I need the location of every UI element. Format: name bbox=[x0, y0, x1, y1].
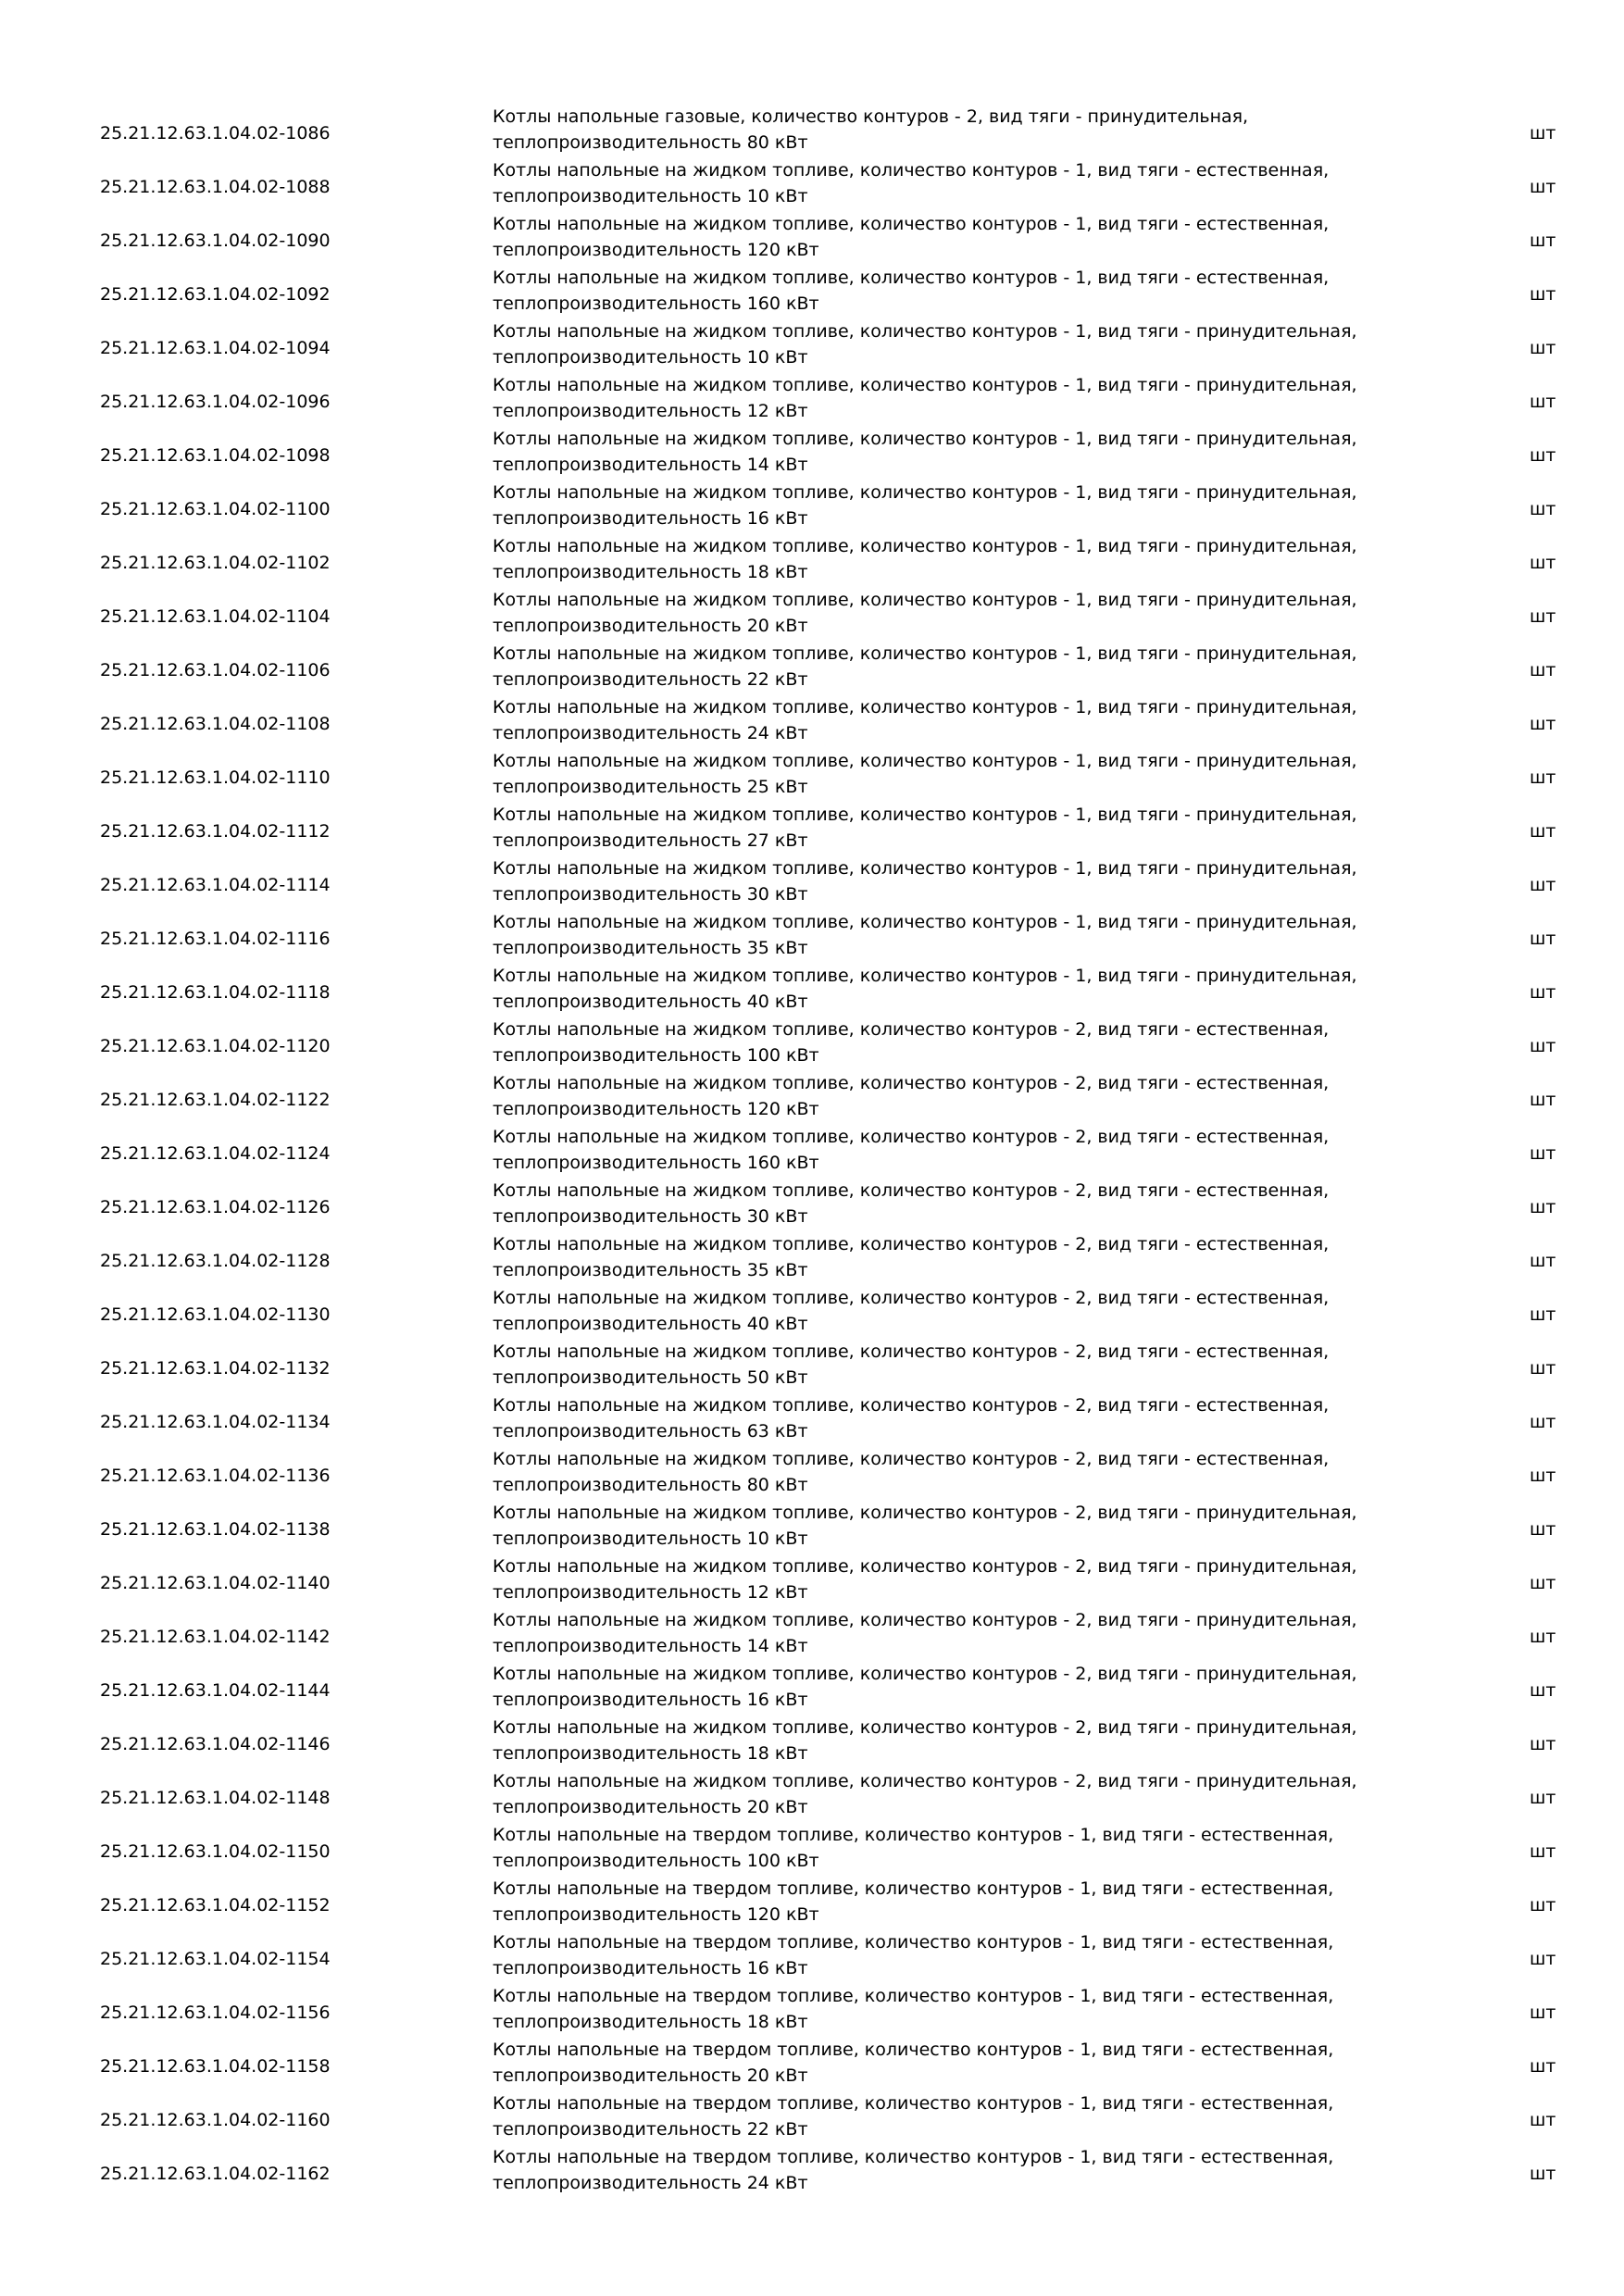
table-row bbox=[0, 855, 1624, 909]
description-line: Котлы напольные на жидком топливе, количество контуров - 2, вид тяги - естественная, bbox=[493, 1395, 1330, 1416]
description-line: Котлы напольные на жидком топливе, количество контуров - 2, вид тяги - естественная, bbox=[493, 1073, 1330, 1093]
resource-description bbox=[493, 318, 1511, 370]
description-line: теплопроизводительность 120 кВт bbox=[493, 1099, 819, 1119]
description-line: теплопроизводительность 16 кВт bbox=[493, 508, 808, 529]
description-line: Котлы напольные на жидком топливе, количество контуров - 1, вид тяги - естественная, bbox=[493, 160, 1330, 181]
description-line: Котлы напольные на жидком топливе, количество контуров - 1, вид тяги - принудительная, bbox=[493, 643, 1357, 664]
resource-description bbox=[493, 694, 1511, 746]
description-line: теплопроизводительность 30 кВт bbox=[493, 884, 808, 905]
resource-code: 25.21.12.63.1.04.02-1140 bbox=[100, 1573, 331, 1593]
description-line: теплопроизводительность 160 кВт bbox=[493, 1153, 819, 1173]
description-line: Котлы напольные на жидком топливе, количество контуров - 2, вид тяги - естественная, bbox=[493, 1180, 1330, 1201]
description-line: теплопроизводительность 10 кВт bbox=[493, 1529, 808, 1549]
unit-of-measure: шт bbox=[1530, 821, 1556, 842]
resource-code: 25.21.12.63.1.04.02-1108 bbox=[100, 714, 331, 734]
resource-description bbox=[493, 480, 1511, 531]
resource-description bbox=[493, 1661, 1511, 1713]
resource-description bbox=[493, 1285, 1511, 1337]
description-line: теплопроизводительность 18 кВт bbox=[493, 562, 808, 582]
table-row bbox=[0, 1285, 1624, 1339]
description-line: Котлы напольные на твердом топливе, количество контуров - 1, вид тяги - естественная, bbox=[493, 1932, 1334, 1953]
unit-of-measure: шт bbox=[1530, 445, 1556, 466]
resource-description bbox=[493, 104, 1511, 156]
resource-code: 25.21.12.63.1.04.02-1094 bbox=[100, 338, 331, 358]
table-row bbox=[0, 748, 1624, 802]
unit-of-measure: шт bbox=[1530, 875, 1556, 895]
resource-code: 25.21.12.63.1.04.02-1122 bbox=[100, 1090, 331, 1110]
description-line: Котлы напольные на жидком топливе, количество контуров - 2, вид тяги - принудительная, bbox=[493, 1664, 1357, 1684]
description-line: Котлы напольные на жидком топливе, количество контуров - 1, вид тяги - принудительная, bbox=[493, 858, 1357, 879]
resource-code: 25.21.12.63.1.04.02-1132 bbox=[100, 1358, 331, 1379]
description-line: Котлы напольные на жидком топливе, количество контуров - 2, вид тяги - естественная, bbox=[493, 1127, 1330, 1147]
table-row bbox=[0, 157, 1624, 211]
description-line: Котлы напольные на жидком топливе, количество контуров - 1, вид тяги - принудительная, bbox=[493, 429, 1357, 449]
unit-of-measure: шт bbox=[1530, 1143, 1556, 1164]
resource-code: 25.21.12.63.1.04.02-1088 bbox=[100, 177, 331, 197]
description-line: теплопроизводительность 16 кВт bbox=[493, 1690, 808, 1710]
table-row bbox=[0, 480, 1624, 533]
table-row bbox=[0, 1876, 1624, 1929]
resource-code: 25.21.12.63.1.04.02-1120 bbox=[100, 1036, 331, 1056]
description-line: теплопроизводительность 80 кВт bbox=[493, 1475, 808, 1495]
resource-description bbox=[493, 533, 1511, 585]
table-row bbox=[0, 1392, 1624, 1446]
description-line: теплопроизводительность 40 кВт bbox=[493, 992, 808, 1012]
description-line: Котлы напольные на жидком топливе, количество контуров - 1, вид тяги - принудительная, bbox=[493, 590, 1357, 610]
resource-description bbox=[493, 1554, 1511, 1605]
table-row bbox=[0, 1124, 1624, 1178]
resource-code: 25.21.12.63.1.04.02-1148 bbox=[100, 1788, 331, 1808]
resource-code: 25.21.12.63.1.04.02-1150 bbox=[100, 1841, 331, 1862]
resource-description bbox=[493, 909, 1511, 961]
table-row bbox=[0, 1231, 1624, 1285]
table-row bbox=[0, 426, 1624, 480]
description-line: Котлы напольные на жидком топливе, количество контуров - 1, вид тяги - принудительная, bbox=[493, 966, 1357, 986]
resource-code: 25.21.12.63.1.04.02-1106 bbox=[100, 660, 331, 680]
table-row bbox=[0, 1017, 1624, 1070]
resource-code: 25.21.12.63.1.04.02-1152 bbox=[100, 1895, 331, 1915]
resource-code: 25.21.12.63.1.04.02-1102 bbox=[100, 553, 331, 573]
description-line: теплопроизводительность 100 кВт bbox=[493, 1851, 819, 1871]
resource-code: 25.21.12.63.1.04.02-1156 bbox=[100, 2003, 331, 2023]
unit-of-measure: шт bbox=[1530, 1734, 1556, 1754]
description-line: теплопроизводительность 22 кВт bbox=[493, 669, 808, 690]
description-line: Котлы напольные на твердом топливе, количество контуров - 1, вид тяги - естественная, bbox=[493, 2040, 1334, 2060]
description-line: Котлы напольные на жидком топливе, количество контуров - 1, вид тяги - принудительная, bbox=[493, 697, 1357, 718]
table-row bbox=[0, 211, 1624, 265]
description-line: теплопроизводительность 16 кВт bbox=[493, 1958, 808, 1978]
resource-description bbox=[493, 1929, 1511, 1981]
resource-code: 25.21.12.63.1.04.02-1098 bbox=[100, 445, 331, 466]
resource-description bbox=[493, 426, 1511, 478]
resource-description bbox=[493, 748, 1511, 800]
resource-code: 25.21.12.63.1.04.02-1146 bbox=[100, 1734, 331, 1754]
resource-description bbox=[493, 2090, 1511, 2142]
description-line: теплопроизводительность 12 кВт bbox=[493, 401, 808, 421]
unit-of-measure: шт bbox=[1530, 1841, 1556, 1862]
resource-description bbox=[493, 855, 1511, 907]
description-line: Котлы напольные на твердом топливе, количество контуров - 1, вид тяги - естественная, bbox=[493, 2093, 1334, 2114]
unit-of-measure: шт bbox=[1530, 123, 1556, 144]
description-line: Котлы напольные на жидком топливе, количество контуров - 2, вид тяги - естественная, bbox=[493, 1019, 1330, 1040]
unit-of-measure: шт bbox=[1530, 231, 1556, 251]
resource-code: 25.21.12.63.1.04.02-1138 bbox=[100, 1519, 331, 1540]
description-line: теплопроизводительность 120 кВт bbox=[493, 1904, 819, 1925]
resource-code: 25.21.12.63.1.04.02-1158 bbox=[100, 2056, 331, 2077]
description-line: Котлы напольные на твердом топливе, количество контуров - 1, вид тяги - естественная, bbox=[493, 1878, 1334, 1899]
resource-description bbox=[493, 1446, 1511, 1498]
resource-code: 25.21.12.63.1.04.02-1162 bbox=[100, 2164, 331, 2184]
table-row bbox=[0, 963, 1624, 1017]
description-line: Котлы напольные на жидком топливе, количество контуров - 2, вид тяги - естественная, bbox=[493, 1449, 1330, 1469]
unit-of-measure: шт bbox=[1530, 2164, 1556, 2184]
table-row bbox=[0, 372, 1624, 426]
table-row bbox=[0, 802, 1624, 855]
unit-of-measure: шт bbox=[1530, 1949, 1556, 1969]
unit-of-measure: шт bbox=[1530, 392, 1556, 412]
description-line: Котлы напольные на жидком топливе, количество контуров - 1, вид тяги - принудительная, bbox=[493, 751, 1357, 771]
description-line: Котлы напольные на жидком топливе, количество контуров - 2, вид тяги - принудительная, bbox=[493, 1556, 1357, 1577]
resource-code: 25.21.12.63.1.04.02-1154 bbox=[100, 1949, 331, 1969]
table-row bbox=[0, 2090, 1624, 2144]
resource-code: 25.21.12.63.1.04.02-1136 bbox=[100, 1466, 331, 1486]
resource-code: 25.21.12.63.1.04.02-1112 bbox=[100, 821, 331, 842]
table-row bbox=[0, 1070, 1624, 1124]
description-line: теплопроизводительность 120 кВт bbox=[493, 240, 819, 260]
unit-of-measure: шт bbox=[1530, 177, 1556, 197]
table-row bbox=[0, 1500, 1624, 1554]
unit-of-measure: шт bbox=[1530, 1466, 1556, 1486]
table-row bbox=[0, 641, 1624, 694]
resource-code: 25.21.12.63.1.04.02-1104 bbox=[100, 606, 331, 627]
resource-description bbox=[493, 1124, 1511, 1176]
table-row bbox=[0, 1339, 1624, 1392]
resource-code: 25.21.12.63.1.04.02-1134 bbox=[100, 1412, 331, 1432]
resource-description bbox=[493, 157, 1511, 209]
unit-of-measure: шт bbox=[1530, 1358, 1556, 1379]
resource-description bbox=[493, 1876, 1511, 1928]
resource-description bbox=[493, 1768, 1511, 1820]
description-line: теплопроизводительность 35 кВт bbox=[493, 1260, 808, 1280]
description-line: теплопроизводительность 35 кВт bbox=[493, 938, 808, 958]
description-line: теплопроизводительность 14 кВт bbox=[493, 1636, 808, 1656]
unit-of-measure: шт bbox=[1530, 2003, 1556, 2023]
description-line: теплопроизводительность 100 кВт bbox=[493, 1045, 819, 1066]
description-line: Котлы напольные на жидком топливе, количество контуров - 1, вид тяги - принудительная, bbox=[493, 912, 1357, 932]
description-line: Котлы напольные на жидком топливе, количество контуров - 1, вид тяги - принудительная, bbox=[493, 805, 1357, 825]
resource-description bbox=[493, 641, 1511, 693]
resource-description bbox=[493, 587, 1511, 639]
unit-of-measure: шт bbox=[1530, 2056, 1556, 2077]
resource-code: 25.21.12.63.1.04.02-1126 bbox=[100, 1197, 331, 1217]
unit-of-measure: шт bbox=[1530, 1680, 1556, 1701]
table-row bbox=[0, 1446, 1624, 1500]
description-line: Котлы напольные на жидком топливе, количество контуров - 1, вид тяги - принудительная, bbox=[493, 536, 1357, 556]
resource-description bbox=[493, 1983, 1511, 2035]
table-row bbox=[0, 1607, 1624, 1661]
resource-table bbox=[0, 104, 1624, 2198]
resource-description bbox=[493, 1339, 1511, 1391]
unit-of-measure: шт bbox=[1530, 553, 1556, 573]
table-row bbox=[0, 909, 1624, 963]
table-row bbox=[0, 1554, 1624, 1607]
table-row bbox=[0, 587, 1624, 641]
resource-description bbox=[493, 1231, 1511, 1283]
description-line: Котлы напольные на жидком топливе, количество контуров - 2, вид тяги - принудительная, bbox=[493, 1771, 1357, 1791]
description-line: теплопроизводительность 40 кВт bbox=[493, 1314, 808, 1334]
description-line: теплопроизводительность 63 кВт bbox=[493, 1421, 808, 1441]
resource-code: 25.21.12.63.1.04.02-1118 bbox=[100, 982, 331, 1003]
description-line: Котлы напольные на жидком топливе, количество контуров - 1, вид тяги - естественная, bbox=[493, 214, 1330, 234]
unit-of-measure: шт bbox=[1530, 1573, 1556, 1593]
unit-of-measure: шт bbox=[1530, 929, 1556, 949]
resource-code: 25.21.12.63.1.04.02-1092 bbox=[100, 284, 331, 305]
resource-code: 25.21.12.63.1.04.02-1124 bbox=[100, 1143, 331, 1164]
description-line: Котлы напольные на жидком топливе, количество контуров - 1, вид тяги - естественная, bbox=[493, 268, 1330, 288]
resource-description bbox=[493, 2144, 1511, 2196]
resource-code: 25.21.12.63.1.04.02-1128 bbox=[100, 1251, 331, 1271]
description-line: Котлы напольные на жидком топливе, количество контуров - 2, вид тяги - принудительная, bbox=[493, 1610, 1357, 1630]
resource-description bbox=[493, 1178, 1511, 1229]
unit-of-measure: шт bbox=[1530, 2110, 1556, 2130]
description-line: Котлы напольные на жидком топливе, количество контуров - 1, вид тяги - принудительная, bbox=[493, 482, 1357, 503]
description-line: теплопроизводительность 12 кВт bbox=[493, 1582, 808, 1603]
unit-of-measure: шт bbox=[1530, 284, 1556, 305]
table-row bbox=[0, 1715, 1624, 1768]
description-line: теплопроизводительность 24 кВт bbox=[493, 2173, 808, 2193]
description-line: теплопроизводительность 50 кВт bbox=[493, 1367, 808, 1388]
resource-description bbox=[493, 211, 1511, 263]
resource-code: 25.21.12.63.1.04.02-1090 bbox=[100, 231, 331, 251]
table-row bbox=[0, 265, 1624, 318]
resource-code: 25.21.12.63.1.04.02-1130 bbox=[100, 1304, 331, 1325]
table-row bbox=[0, 1929, 1624, 1983]
unit-of-measure: шт bbox=[1530, 1788, 1556, 1808]
resource-description bbox=[493, 372, 1511, 424]
resource-code: 25.21.12.63.1.04.02-1116 bbox=[100, 929, 331, 949]
table-row bbox=[0, 1661, 1624, 1715]
description-line: теплопроизводительность 18 кВт bbox=[493, 2012, 808, 2032]
resource-description bbox=[493, 1392, 1511, 1444]
resource-code: 25.21.12.63.1.04.02-1100 bbox=[100, 499, 331, 519]
table-row bbox=[0, 1178, 1624, 1231]
unit-of-measure: шт bbox=[1530, 1197, 1556, 1217]
resource-code: 25.21.12.63.1.04.02-1086 bbox=[100, 123, 331, 144]
description-line: Котлы напольные на жидком топливе, количество контуров - 1, вид тяги - принудительная, bbox=[493, 375, 1357, 395]
description-line: Котлы напольные газовые, количество контуров - 2, вид тяги - принудительная, bbox=[493, 106, 1249, 127]
description-line: Котлы напольные на твердом топливе, количество контуров - 1, вид тяги - естественная, bbox=[493, 2147, 1334, 2167]
description-line: Котлы напольные на жидком топливе, количество контуров - 2, вид тяги - естественная, bbox=[493, 1341, 1330, 1362]
resource-description bbox=[493, 1607, 1511, 1659]
unit-of-measure: шт bbox=[1530, 1251, 1556, 1271]
description-line: теплопроизводительность 10 кВт bbox=[493, 186, 808, 206]
unit-of-measure: шт bbox=[1530, 767, 1556, 788]
description-line: теплопроизводительность 18 кВт bbox=[493, 1743, 808, 1764]
unit-of-measure: шт bbox=[1530, 1304, 1556, 1325]
unit-of-measure: шт bbox=[1530, 660, 1556, 680]
table-row bbox=[0, 104, 1624, 157]
resource-description bbox=[493, 1500, 1511, 1552]
unit-of-measure: шт bbox=[1530, 1036, 1556, 1056]
description-line: теплопроизводительность 24 кВт bbox=[493, 723, 808, 743]
description-line: теплопроизводительность 20 кВт bbox=[493, 1797, 808, 1817]
unit-of-measure: шт bbox=[1530, 714, 1556, 734]
table-row bbox=[0, 533, 1624, 587]
resource-code: 25.21.12.63.1.04.02-1142 bbox=[100, 1627, 331, 1647]
description-line: теплопроизводительность 10 кВт bbox=[493, 347, 808, 368]
description-line: теплопроизводительность 27 кВт bbox=[493, 830, 808, 851]
description-line: Котлы напольные на твердом топливе, количество контуров - 1, вид тяги - естественная, bbox=[493, 1825, 1334, 1845]
unit-of-measure: шт bbox=[1530, 1519, 1556, 1540]
description-line: Котлы напольные на твердом топливе, количество контуров - 1, вид тяги - естественная, bbox=[493, 1986, 1334, 2006]
resource-description bbox=[493, 1715, 1511, 1766]
unit-of-measure: шт bbox=[1530, 1627, 1556, 1647]
unit-of-measure: шт bbox=[1530, 606, 1556, 627]
description-line: теплопроизводительность 30 кВт bbox=[493, 1206, 808, 1227]
description-line: Котлы напольные на жидком топливе, количество контуров - 2, вид тяги - принудительная, bbox=[493, 1717, 1357, 1738]
resource-code: 25.21.12.63.1.04.02-1096 bbox=[100, 392, 331, 412]
resource-code: 25.21.12.63.1.04.02-1114 bbox=[100, 875, 331, 895]
resource-code: 25.21.12.63.1.04.02-1144 bbox=[100, 1680, 331, 1701]
description-line: теплопроизводительность 22 кВт bbox=[493, 2119, 808, 2140]
description-line: Котлы напольные на жидком топливе, количество контуров - 1, вид тяги - принудительная, bbox=[493, 321, 1357, 342]
table-row bbox=[0, 694, 1624, 748]
resource-description bbox=[493, 963, 1511, 1015]
description-line: теплопроизводительность 80 кВт bbox=[493, 132, 808, 153]
table-row bbox=[0, 2037, 1624, 2090]
description-line: теплопроизводительность 20 кВт bbox=[493, 2065, 808, 2086]
unit-of-measure: шт bbox=[1530, 982, 1556, 1003]
description-line: Котлы напольные на жидком топливе, количество контуров - 2, вид тяги - принудительная, bbox=[493, 1503, 1357, 1523]
unit-of-measure: шт bbox=[1530, 499, 1556, 519]
table-row bbox=[0, 1822, 1624, 1876]
resource-description bbox=[493, 2037, 1511, 2089]
unit-of-measure: шт bbox=[1530, 1090, 1556, 1110]
unit-of-measure: шт bbox=[1530, 1412, 1556, 1432]
unit-of-measure: шт bbox=[1530, 1895, 1556, 1915]
table-row bbox=[0, 318, 1624, 372]
resource-description bbox=[493, 802, 1511, 854]
description-line: Котлы напольные на жидком топливе, количество контуров - 2, вид тяги - естественная, bbox=[493, 1234, 1330, 1254]
description-line: Котлы напольные на жидком топливе, количество контуров - 2, вид тяги - естественная, bbox=[493, 1288, 1330, 1308]
description-line: теплопроизводительность 14 кВт bbox=[493, 455, 808, 475]
resource-code: 25.21.12.63.1.04.02-1160 bbox=[100, 2110, 331, 2130]
resource-description bbox=[493, 1070, 1511, 1122]
description-line: теплопроизводительность 20 кВт bbox=[493, 616, 808, 636]
resource-description bbox=[493, 1017, 1511, 1068]
resource-description bbox=[493, 265, 1511, 317]
resource-description bbox=[493, 1822, 1511, 1874]
resource-code: 25.21.12.63.1.04.02-1110 bbox=[100, 767, 331, 788]
table-row bbox=[0, 2144, 1624, 2198]
table-row bbox=[0, 1768, 1624, 1822]
table-row bbox=[0, 1983, 1624, 2037]
unit-of-measure: шт bbox=[1530, 338, 1556, 358]
description-line: теплопроизводительность 25 кВт bbox=[493, 777, 808, 797]
description-line: теплопроизводительность 160 кВт bbox=[493, 293, 819, 314]
